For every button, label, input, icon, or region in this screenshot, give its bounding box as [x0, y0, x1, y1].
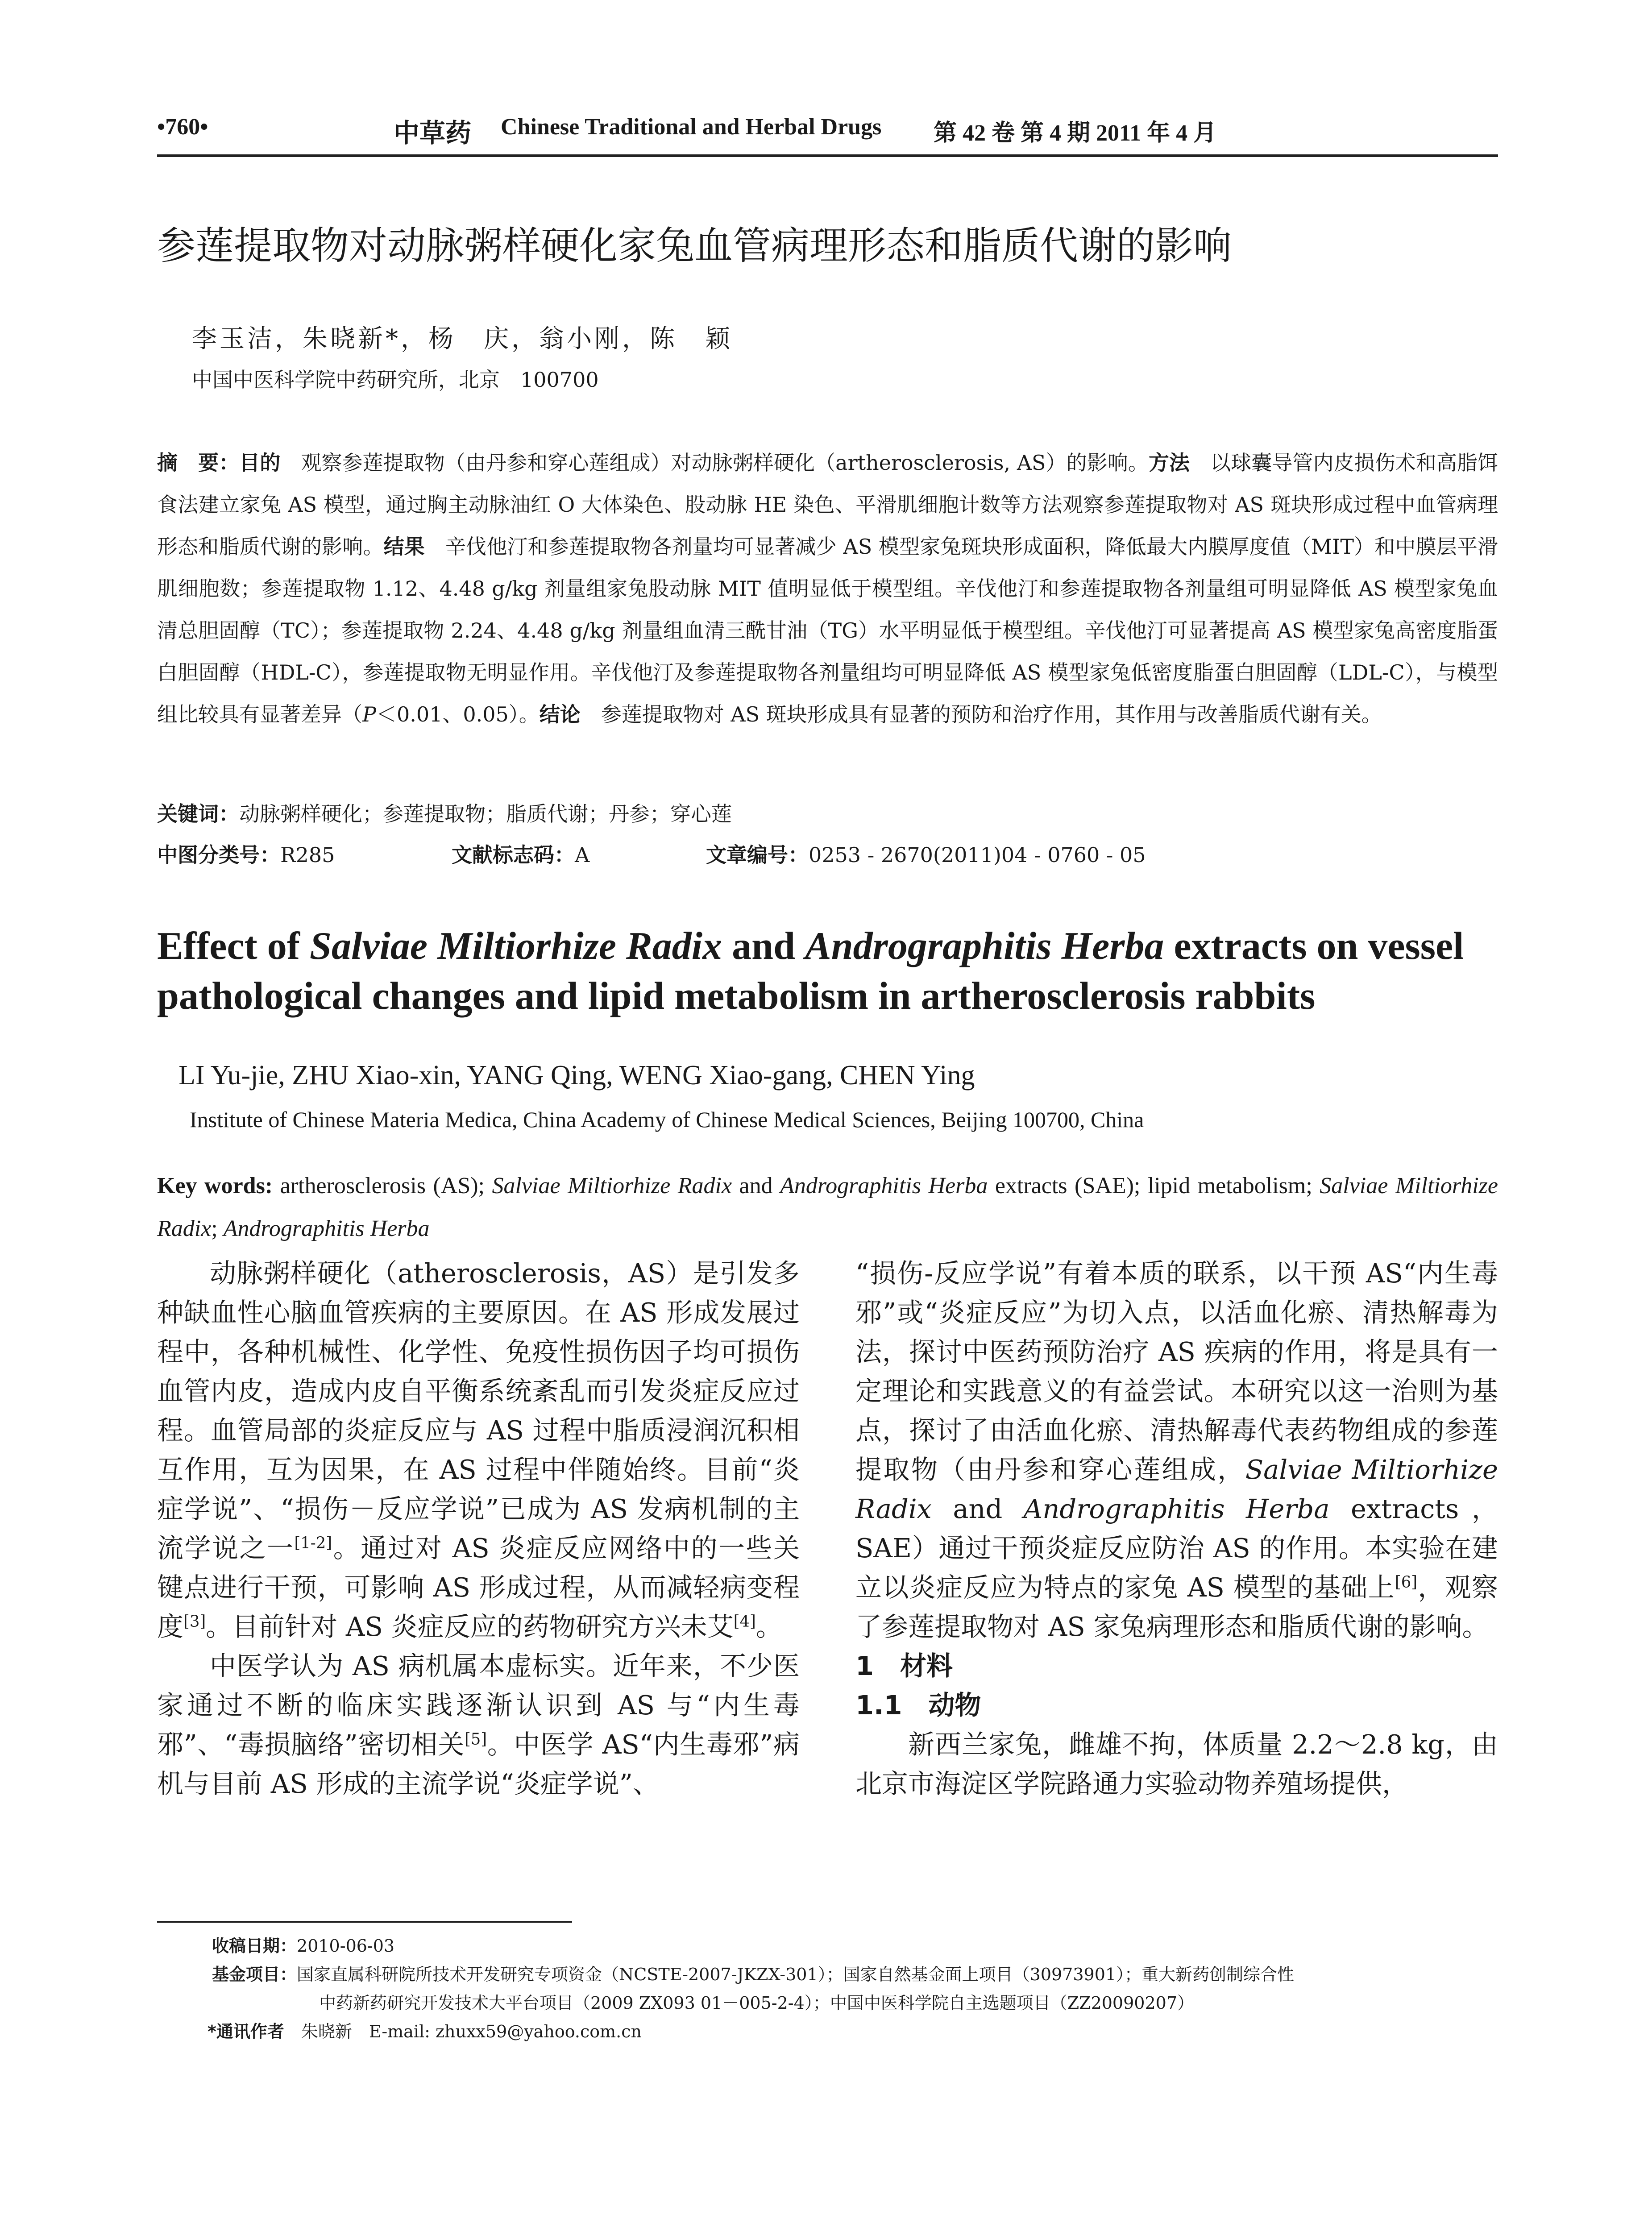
conclusion-text: 参莲提取物对 AS 斑块形成具有显著的预防和治疗作用，其作用与改善脂质代谢有关。	[580, 702, 1382, 726]
objective-label: 目的	[239, 451, 281, 475]
body-paragraph: 新西兰家兔，雌雄不拘，体质量 2.2～2.8 kg，由北京市海淀区学院路通力实验动物养殖场提供，	[855, 1729, 1498, 1799]
p-value-symbol: P	[362, 702, 376, 726]
keywords-label: 关键词：	[157, 802, 239, 826]
keywords-en-label: Key words:	[157, 1173, 273, 1198]
body-paragraph: “损伤-反应学说”有着本质的联系，以干预 AS“内生毒邪”或“炎症反应”为切入点，以活血化瘀、清热解毒为法，探讨中医药预防治疗 AS 疾病的作用，将是具有一定理论和实践意义的有益尝试。本研究以这一治则为基点，探讨了由活血化瘀、清热解毒代表药物组成的参莲提取物（由丹参和穿心莲组成，Salviae Miltiorhize Radix and Andrographitis Herba extracts，SAE）通过干预炎症反应防治 AS 的作用。本实验在建立以炎症反应为特点的家兔 AS 模型的基础上[6]，观察了参莲提取物对 AS 家兔病理形态和脂质代谢的影响。	[855, 1258, 1498, 1642]
section-heading: 1 材料	[855, 1650, 953, 1681]
body-right-column	[855, 1254, 1498, 1804]
authors-en: LI Yu-jie, ZHU Xiao-xin, YANG Qing, WENG Xiao-gang, CHEN Ying	[178, 1060, 975, 1091]
body-paragraph: 中医学认为 AS 病机属本虚标实。近年来，不少医家通过不断的临床实践逐渐认识到 AS 与“内生毒邪”、“毒损脑络”密切相关[5]。中医学 AS“内生毒邪”病机与目前 AS 形成的主流学说“炎症学说”、	[157, 1650, 800, 1799]
keywords-cn	[157, 798, 732, 827]
results-end: ＜0.01、0.05）。	[376, 702, 540, 726]
article-title-en: Effect of Salviae Miltiorhize Radix and Andrographitis Herba extracts on vessel pathological changes and lipid metabolism in artherosclerosis rabbits	[157, 925, 1464, 1018]
document-code: 文献标志码：A	[452, 843, 590, 867]
journal-name-en: Chinese Traditional and Herbal Drugs	[501, 114, 882, 140]
body-left-column	[157, 1254, 800, 1804]
subsection-heading: 1.1 动物	[855, 1690, 981, 1721]
results-text: 辛伐他汀和参莲提取物各剂量均可显著减少 AS 模型家兔斑块形成面积，降低最大内膜厚度值（MIT）和中膜层平滑肌细胞数；参莲提取物 1.12、4.48 g/kg 剂量组家兔股动脉 MIT 值明显低于模型组。辛伐他汀和参莲提取物各剂量组可明显降低 AS 模型家兔血清总胆固醇（TC）；参莲提取物 2.24、4.48 g/kg 剂量组血清三酰甘油（TG）水平明显低于模型组。辛伐他汀可显著提高 AS 模型家兔高密度脂蛋白胆固醇（HDL-C），参莲提取物无明显作用。辛伐他汀及参莲提取物各剂量组均可明显降低 AS 模型家兔低密度脂蛋白胆固醇（LDL-C），与模型组比较具有显著差异（	[157, 535, 1498, 726]
conclusion-label: 结论	[539, 702, 581, 726]
citation: [3]	[183, 1612, 206, 1631]
citation: [5]	[464, 1730, 487, 1749]
page-number: •760•	[157, 114, 208, 140]
footnote-corresponding: *通讯作者 朱晓新 E-mail: zhuxx59@yahoo.com.cn	[208, 2022, 642, 2041]
abstract-label: 摘 要：	[157, 451, 240, 475]
header-rule	[157, 154, 1498, 157]
article-number: 文章编号：0253 - 2670(2011)04 - 0760 - 05	[706, 843, 1146, 867]
article-title-cn: 参莲提取物对动脉粥样硬化家兔血管病理形态和脂质代谢的影响	[157, 224, 1232, 268]
keywords-text: 动脉粥样硬化；参莲提取物；脂质代谢；丹参；穿心莲	[239, 802, 732, 826]
results-label: 结果	[383, 535, 425, 559]
affiliation-en: Institute of Chinese Materia Medica, China Academy of Chinese Medical Sciences, Beijing 100700, China	[190, 1107, 1144, 1132]
running-header	[157, 114, 1498, 154]
issue-info: 第 42 卷 第 4 期 2011 年 4 月	[934, 120, 1217, 146]
keywords-en: Key words: artherosclerosis (AS); Salviae Miltiorhize Radix and Andrographitis Herba extracts (SAE); lipid metabolism; Salviae Miltiorhize Radix; Andrographitis Herba	[157, 1173, 1498, 1241]
footnote-funding-cont: 中药新药研究开发技术大平台项目（2009 ZX093 01－005-2-4）；中国中医科学院自主选题项目（ZZ20090207）	[319, 1993, 1194, 2013]
body-paragraph: 动脉粥样硬化（atherosclerosis，AS）是引发多种缺血性心脑血管疾病的主要原因。在 AS 形成发展过程中，各种机械性、化学性、免疫性损伤因子均可损伤血管内皮，造成内皮自平衡系统紊乱而引发炎症反应过程。血管局部的炎症反应与 AS 过程中脂质浸润沉积相互作用，互为因果，在 AS 过程中伴随始终。目前“炎症学说”、“损伤－反应学说”已成为 AS 发病机制的主流学说之一[1-2]。通过对 AS 炎症反应网络中的一些关键点进行干预，可影响 AS 形成过程，从而减轻病变程度[3]。目前针对 AS 炎症反应的药物研究方兴未艾[4]。	[157, 1258, 800, 1642]
objective-text: 观察参莲提取物（由丹参和穿心莲组成）对动脉粥样硬化（artherosclerosis, AS）的影响。	[280, 451, 1149, 475]
citation: [6]	[1395, 1573, 1418, 1592]
methods-text: 以球囊导管内皮损伤术和高脂饵食法建立家兔 AS 模型，通过胸主动脉油红 O 大体染色、股动脉 HE 染色、平滑肌细胞计数等方法观察参莲提取物对 AS 斑块形成过程中血管病理形态和脂质代谢的影响。	[157, 451, 1498, 559]
methods-label: 方法	[1148, 451, 1190, 475]
citation: [1-2]	[294, 1534, 332, 1552]
clc-code: 中图分类号：R285	[157, 843, 335, 867]
footnote-funding: 基金项目：国家直属科研院所技术开发研究专项资金（NCSTE-2007-JKZX-301）；国家自然基金面上项目（30973901）；重大新药创制综合性	[212, 1965, 1295, 1984]
authors-cn: 李玉洁，朱晓新*，杨 庆，翁小刚，陈 颖	[192, 324, 733, 353]
journal-name-cn: 中草药	[394, 118, 472, 148]
footnote-received: 收稿日期：2010-06-03	[212, 1936, 395, 1956]
footnote-rule	[157, 1921, 572, 1923]
citation: [4]	[733, 1612, 756, 1631]
abstract-cn	[157, 442, 1498, 735]
affiliation-cn: 中国中医科学院中药研究所，北京 100700	[192, 368, 599, 392]
